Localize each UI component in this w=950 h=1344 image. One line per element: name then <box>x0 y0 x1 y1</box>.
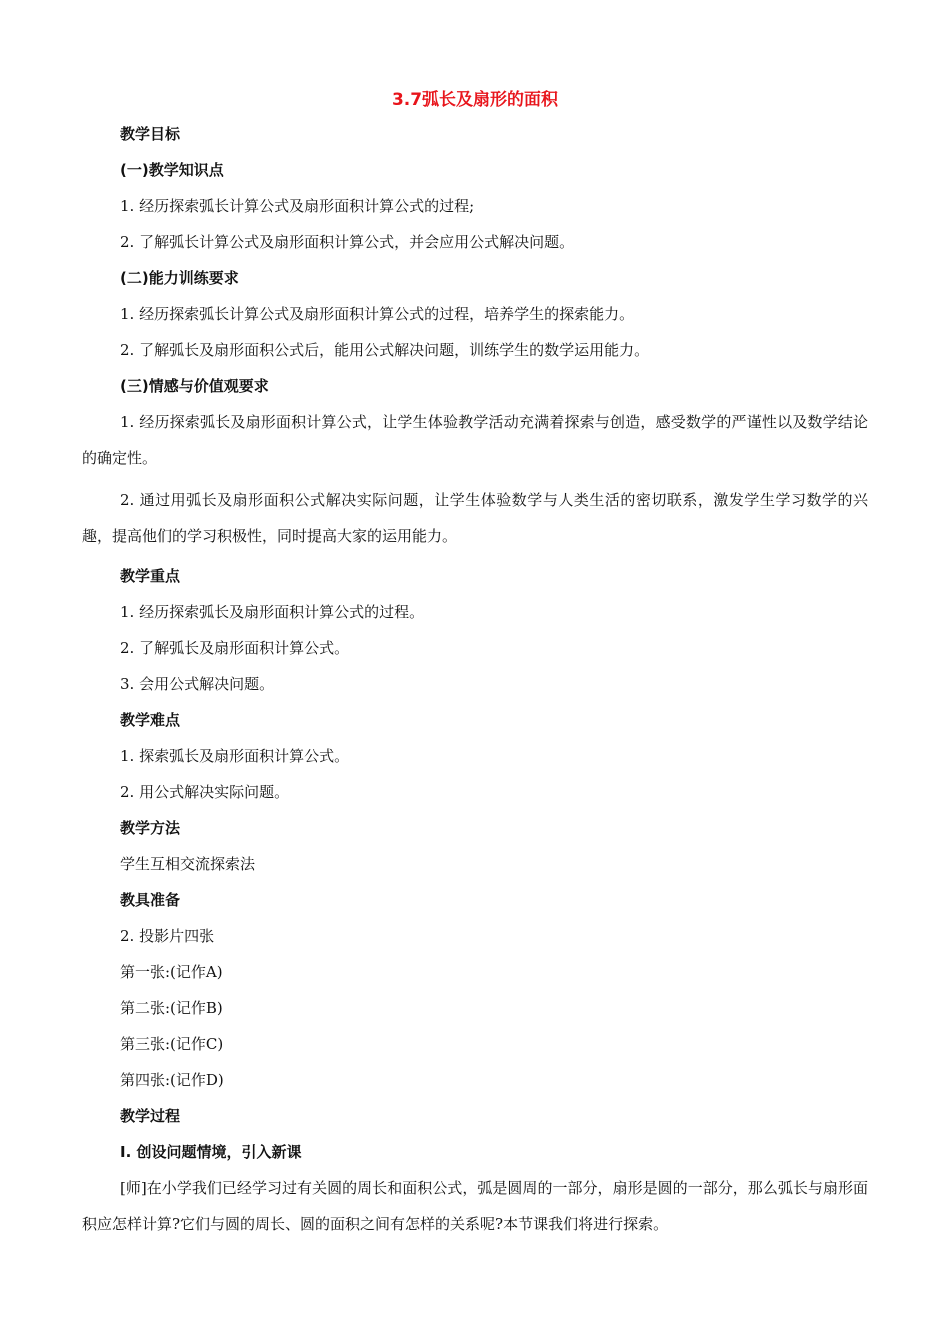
tools-item: 2. 投影片四张 <box>120 927 215 945</box>
difficulty-item: 2. 用公式解决实际问题。 <box>120 783 290 801</box>
emotion-paragraph: 1. 经历探索弧长及扇形面积计算公式，让学生体验教学活动充满着探索与创造，感受数学的严谨性以及数学结论的确定性。 <box>82 413 868 467</box>
key-item: 3. 会用公式解决问题。 <box>120 675 275 693</box>
heading-teaching-process: 教学过程 <box>120 1107 181 1125</box>
heading-teaching-goals: 教学目标 <box>120 125 181 143</box>
key-item: 1. 经历探索弧长及扇形面积计算公式的过程。 <box>120 603 425 621</box>
knowledge-item: 1. 经历探索弧长计算公式及扇形面积计算公式的过程; <box>120 197 475 215</box>
emotion-paragraph: 2. 通过用弧长及扇形面积公式解决实际问题，让学生体验数学与人类生活的密切联系，激发学生学习数学的兴趣，提高他们的学习积极性，同时提高大家的运用能力。 <box>82 491 868 545</box>
heading-knowledge-points: (一)教学知识点 <box>120 161 224 179</box>
knowledge-item: 2. 了解弧长计算公式及扇形面积计算公式，并会应用公式解决问题。 <box>120 233 575 251</box>
heading-process-step-1: Ⅰ. 创设问题情境，引入新课 <box>120 1143 302 1161</box>
tools-item: 第四张:(记作D) <box>120 1071 224 1089</box>
ability-item: 1. 经历探索弧长计算公式及扇形面积计算公式的过程，培养学生的探索能力。 <box>120 305 635 323</box>
heading-teaching-method: 教学方法 <box>120 819 181 837</box>
document-title: 3.7弧长及扇形的面积 <box>391 90 559 110</box>
difficulty-item: 1. 探索弧长及扇形面积计算公式。 <box>120 747 350 765</box>
key-item: 2. 了解弧长及扇形面积计算公式。 <box>120 639 350 657</box>
heading-teaching-difficulties: 教学难点 <box>120 711 181 729</box>
method-text: 学生互相交流探索法 <box>120 855 256 873</box>
heading-teaching-key-points: 教学重点 <box>120 567 181 585</box>
heading-ability-requirements: (二)能力训练要求 <box>120 269 239 287</box>
tools-item: 第一张:(记作A) <box>120 963 223 981</box>
heading-emotion-values: (三)情感与价值观要求 <box>120 377 269 395</box>
process-step-1-paragraph: [师]在小学我们已经学习过有关圆的周长和面积公式，弧是圆周的一部分，扇形是圆的一部分，那么弧长与扇形面积应怎样计算?它们与圆的周长、圆的面积之间有怎样的关系呢?本节课我们将进行探索。 <box>82 1179 868 1233</box>
heading-teaching-tools: 教具准备 <box>120 891 181 909</box>
ability-item: 2. 了解弧长及扇形面积公式后，能用公式解决问题，训练学生的数学运用能力。 <box>120 341 650 359</box>
tools-item: 第二张:(记作B) <box>120 999 223 1017</box>
tools-item: 第三张:(记作C) <box>120 1035 224 1053</box>
